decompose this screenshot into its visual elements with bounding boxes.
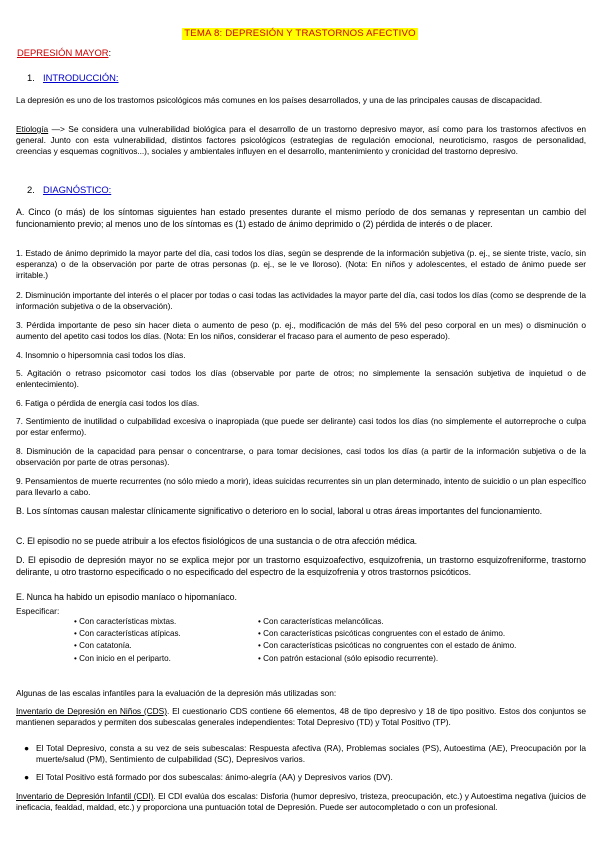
bullet-text: El Total Positivo está formado por dos subescalas: ánimo-alegría (AA) y Depresivos varios (DV).	[36, 772, 393, 782]
symptom-item-2: 2. Disminución importante del interés o el placer por todas o casi todas las actividades la mayor parte del día, casi todos los días (como se desprende de la información subjetiva o de la observación).	[16, 290, 586, 312]
symptom-item-5: 5. Agitación o retraso psicomotor casi todos los días (observable por parte de otros; no simplemente la sensación subjetiva de inquietud o de enlentecimiento).	[16, 368, 586, 390]
etiologia-label: Etiología	[16, 124, 49, 134]
section-suffix: :	[108, 47, 112, 58]
especificar-item: • Con inicio en el periparto.	[74, 653, 181, 665]
heading-diagnostico	[27, 184, 111, 195]
escalas-intro: Algunas de las escalas infantiles para la evaluación de la depresión más utilizadas son:	[16, 688, 337, 698]
especificar-item: • Con características mixtas.	[74, 616, 181, 628]
intro-paragraph: La depresión es uno de los trastornos psicológicos más comunes en los países desarrollados, y una de las principales causas de discapacidad.	[16, 95, 543, 105]
cdi-text: . El CDI evalúa dos escalas: Disforia (humor depresivo, tristeza, preocupación, etc.) y Autoestima negativa (juicios de ineficacia, fealdad, maldad, etc.) y proporciona una puntuación total de Depresión. Puede ser autocompletado o con un profesional.	[16, 791, 587, 813]
symptom-item-9: 9. Pensamientos de muerte recurrentes (no sólo miedo a morir), ideas suicidas recurrentes sin un plan determinado, intento de suicidio o un plan específico para llevarlo a cabo.	[16, 476, 586, 498]
symptom-item-8: 8. Disminución de la capacidad para pensar o concentrarse, o para tomar decisiones, casi todos los días (a partir de la información subjetiva o de la observación por parte de otras personas).	[16, 446, 586, 468]
section-label: DEPRESIÓN MAYOR	[17, 47, 109, 58]
title-wrap	[0, 23, 600, 37]
heading-introduccion	[27, 72, 119, 83]
symptom-item-1: 1. Estado de ánimo deprimido la mayor parte del día, casi todos los días, según se desprende de la información subjetiva (p. ej., se siente triste, vacío, sin esperanza) o de la observación por parte de otras personas (p. ej., se le ve lloroso). (Nota: En niños y adolescentes, el estado de ánimo puede ser irritable.)	[16, 248, 586, 281]
especificar-item: • Con catatonía.	[74, 640, 181, 652]
bullet-text: El Total Depresivo, consta a su vez de seis subescalas: Respuesta afectiva (RA), Problemas sociales (PS), Autoestima (AE), Preocupación por la muerte/salud (PM), Sentimiento de culpabilidad (SC), Depresivos varios.	[36, 743, 586, 765]
bullet-dot-icon: ●	[24, 743, 30, 753]
heading-number: 1.	[27, 72, 35, 83]
heading-text: DIAGNÓSTICO:	[43, 184, 112, 195]
heading-number: 2.	[27, 184, 35, 195]
especificar-col-1	[74, 616, 181, 665]
cdi-paragraph	[16, 791, 586, 813]
especificar-item: • Con características psicóticas no congruentes con el estado de ánimo.	[258, 640, 516, 652]
criterion-a: A. Cinco (o más) de los síntomas siguientes han estado presentes durante el mismo período de dos semanas y representan un cambio del funcionamiento previo; al menos uno de los síntomas es (1) estado de ánimo deprimido o (2) pérdida de interés o de placer.	[16, 207, 586, 229]
especificar-item: • Con características melancólicas.	[258, 616, 516, 628]
especificar-label: Especificar:	[16, 606, 60, 616]
especificar-item: • Con patrón estacional (sólo episodio recurrente).	[258, 653, 516, 665]
symptom-item-3: 3. Pérdida importante de peso sin hacer dieta o aumento de peso (p. ej., modificación de más del 5% del peso corporal en un mes) o disminución o aumento del apetito casi todos los días. (Nota: En los niños, considerar el fracaso para el aumento de peso esperado).	[16, 320, 586, 342]
bullet-item-total-positivo	[24, 772, 586, 783]
especificar-item: • Con características atípicas.	[74, 628, 181, 640]
criterion-d: D. El episodio de depresión mayor no se explica mejor por un trastorno esquizoafectivo, esquizofrenia, un trastorno esquizofreniforme, trastorno delirante, u otro trastorno especificado o no especificado del espectro de la esquizofrenia y otros trastornos psicóticos.	[16, 555, 586, 577]
heading-text: INTRODUCCIÓN:	[43, 72, 119, 83]
cdi-label: Inventario de Depresión Infantil (CDI)	[16, 791, 154, 801]
page-title: TEMA 8: DEPRESIÓN Y TRASTORNOS AFECTIVO	[184, 28, 416, 39]
bullet-item-total-depresivo	[24, 743, 586, 765]
cds-paragraph	[16, 706, 586, 728]
especificar-item: • Con características psicóticas congruentes con el estado de ánimo.	[258, 628, 516, 640]
etiologia-paragraph	[16, 124, 586, 158]
symptom-item-4: 4. Insomnio o hipersomnia casi todos los días.	[16, 350, 186, 360]
cds-text: . El cuestionario CDS contiene 66 elementos, 48 de tipo depresivo y 18 de tipo positivo. Estos dos conjuntos se mantienen separados y permiten dos subescalas generales independientes: Total Depresivo (TD) y Total Positivo (TP).	[16, 706, 586, 728]
criterion-e: E. Nunca ha habido un episodio maníaco o hipomaníaco.	[16, 592, 237, 602]
bullet-dot-icon: ●	[24, 772, 30, 782]
section-heading-depresion-mayor	[17, 47, 111, 58]
criterion-b: B. Los síntomas causan malestar clínicamente significativo o deterioro en lo social, laboral u otras áreas importantes del funcionamiento.	[16, 506, 543, 516]
symptom-item-7: 7. Sentimiento de inutilidad o culpabilidad excesiva o inapropiada (que puede ser delirante) casi todos los días (no simplemente el autorreproche o culpa por estar enfermo).	[16, 416, 586, 438]
cds-label: Inventario de Depresión en Niños (CDS)	[16, 706, 167, 716]
etiologia-text: —> Se considera una vulnerabilidad biológica para el desarrollo de un trastorno depresivo mayor, así como para los trastornos afectivos en general. Junto con esta vulnerabilidad, distintos factores psicológicos (estrategias de regulación emocional, neuroticismo, rasgos de personalidad, creencias y esquemas cognitivos...), sociales y ambientales influyen en el desarrollo, mantenimiento y cronicidad del trastorno depresivo.	[16, 124, 586, 157]
criterion-c: C. El episodio no se puede atribuir a los efectos fisiológicos de una sustancia o de otra afección médica.	[16, 536, 418, 546]
especificar-col-2	[258, 616, 516, 665]
symptom-item-6: 6. Fatiga o pérdida de energía casi todos los días.	[16, 398, 200, 408]
